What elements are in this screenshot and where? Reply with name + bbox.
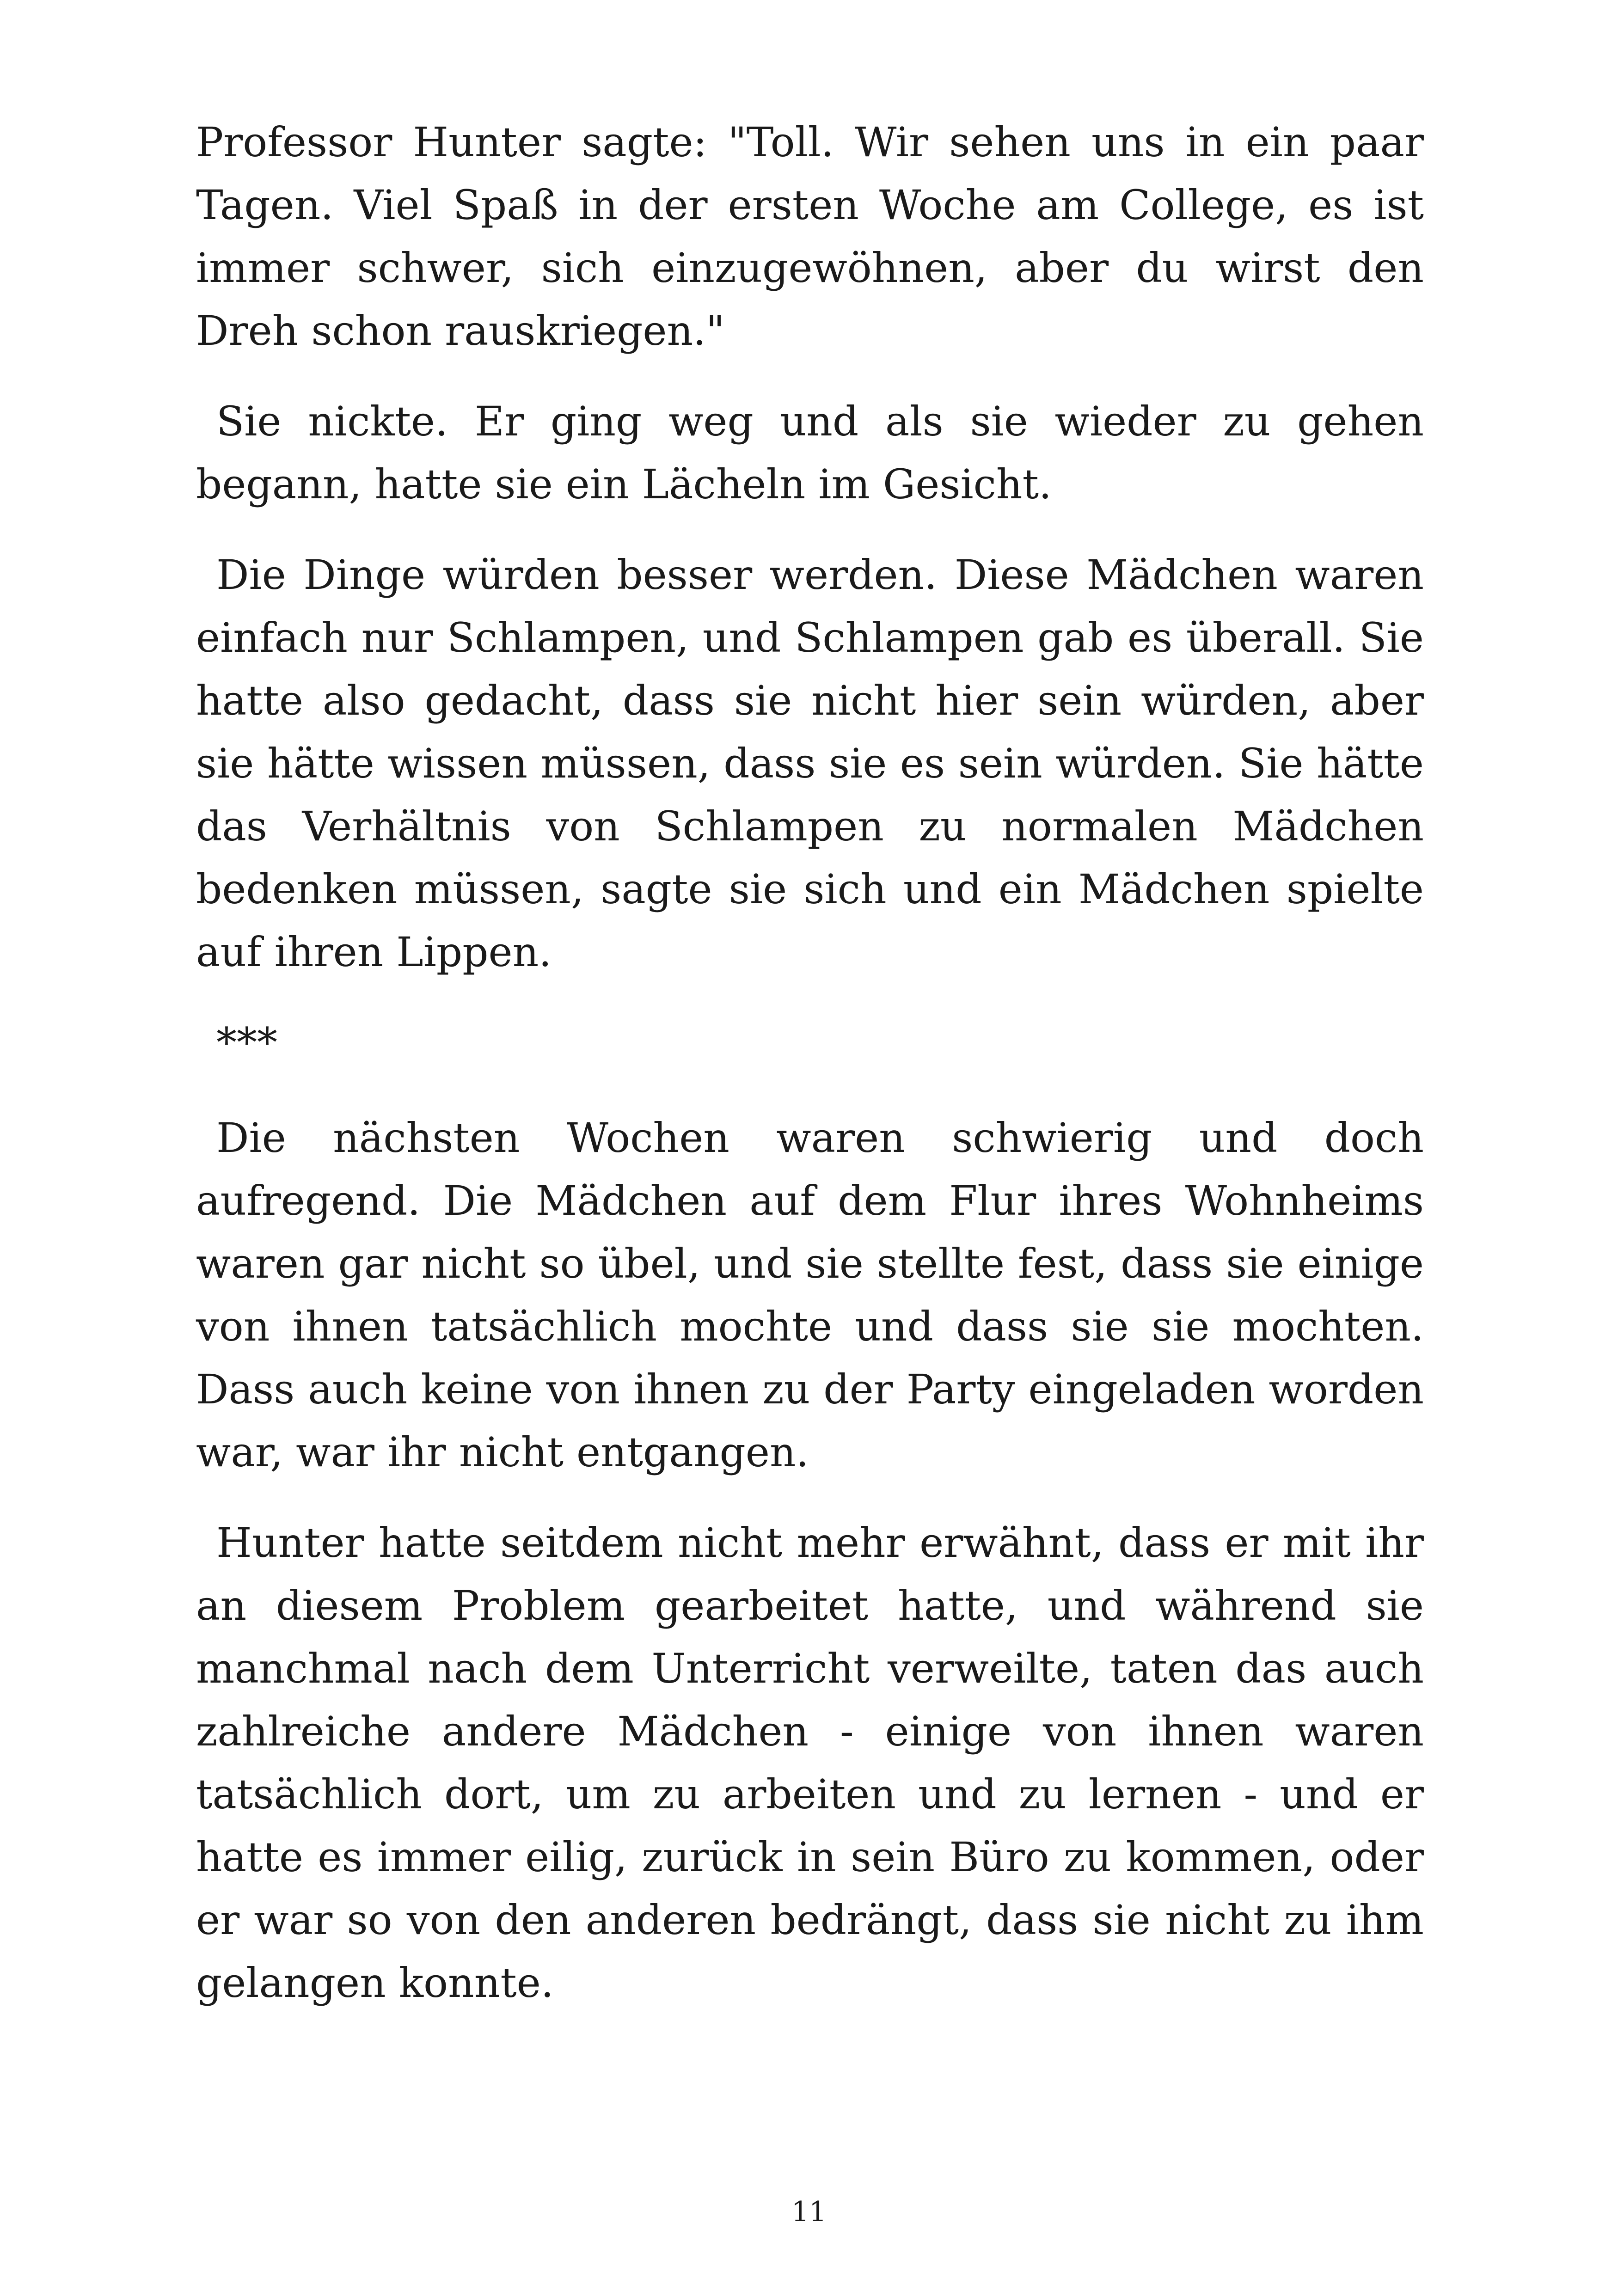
section-separator: ***	[216, 1019, 277, 1066]
paragraph-3: Die Dinge würden besser werden. Diese Mädchen waren einfach nur Schlampen, und Schlampen gab es überall. Sie hatte also gedacht, dass sie nicht hier sein würden, aber sie hätte wissen müssen, dass sie es sein würden. Sie hätte das Verhältnis von Schlampen zu normalen Mädchen bedenken müssen, sagte sie sich und ein Mädchen spielte auf ihren Lippen.	[196, 551, 1424, 976]
paragraph-5: Hunter hatte seitdem nicht mehr erwähnt, dass er mit ihr an diesem Problem gearbeitet hatte, und während sie manchmal nach dem Unterricht verweilte, taten das auch zahlreiche andere Mädchen - einige von ihnen waren tatsächlich dort, um zu arbeiten und zu lernen - und er hatte es immer eilig, zurück in sein Büro zu kommen, oder er war so von den anderen bedrängt, dass sie nicht zu ihm gelangen konnte.	[196, 1519, 1424, 2007]
paragraph-4: Die nächsten Wochen waren schwierig und doch aufregend. Die Mädchen auf dem Flur ihres Wohnheims waren gar nicht so übel, und sie stellte fest, dass sie einige von ihnen tatsächlich mochte und dass sie sie mochten. Dass auch keine von ihnen zu der Party eingeladen worden war, war ihr nicht entgangen.	[196, 1114, 1424, 1476]
paragraph-2: Sie nickte. Er ging weg und als sie wieder zu gehen begann, hatte sie ein Lächeln im Gesicht.	[196, 398, 1424, 508]
paragraph-1: Professor Hunter sagte: "Toll. Wir sehen uns in ein paar Tagen. Viel Spaß in der ersten Woche am College, es ist immer schwer, sich einzugewöhnen, aber du wirst den Dreh schon rauskriegen."	[196, 118, 1424, 355]
body-text	[196, 111, 1424, 2042]
page-number: 11	[791, 2196, 827, 2228]
